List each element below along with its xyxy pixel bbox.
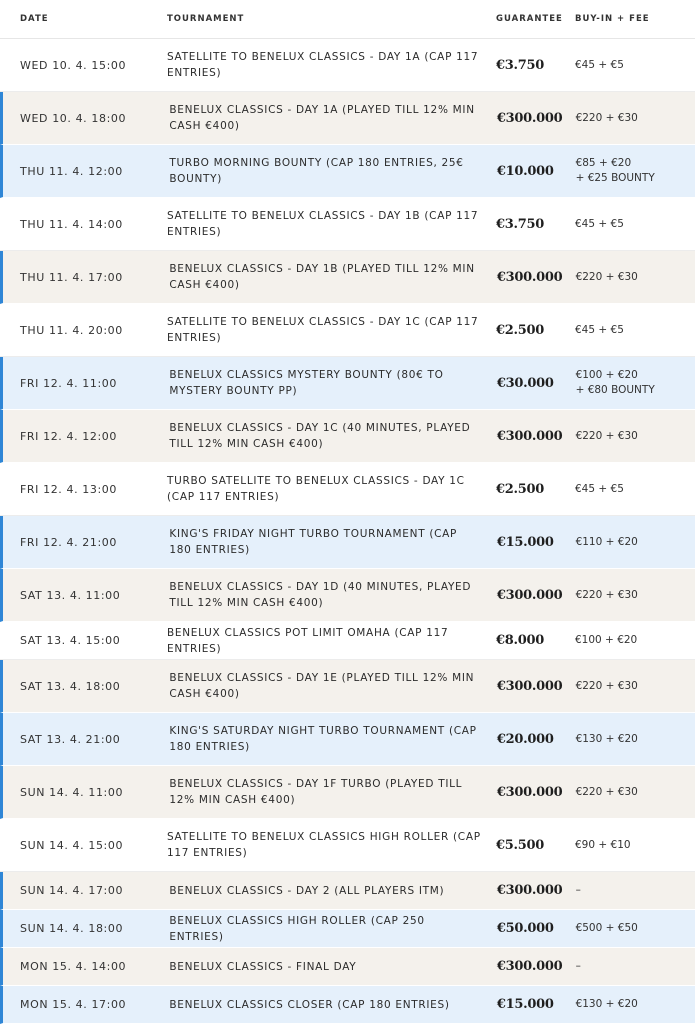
row-buyin <box>570 679 695 694</box>
row-guarantee: €2.500 <box>496 322 544 338</box>
row-buyin-line: €100 + €20 <box>575 369 638 381</box>
row-tournament-name: SATELLITE TO BENELUX CLASSICS HIGH ROLLER (CAP 117 ENTRIES) <box>167 831 481 859</box>
table-row[interactable] <box>0 410 695 463</box>
row-buyin <box>569 482 695 497</box>
row-date: WED 10. 4. 15:00 <box>20 58 127 72</box>
table-row[interactable] <box>0 357 695 410</box>
row-buyin <box>570 535 695 550</box>
row-date: SUN 14. 4. 15:00 <box>20 838 124 852</box>
row-guarantee: €15.000 <box>496 534 554 550</box>
row-guarantee: €300.000 <box>496 587 563 603</box>
table-row[interactable] <box>0 660 695 713</box>
row-buyin-line: €220 + €30 <box>575 270 638 283</box>
table-row[interactable] <box>0 910 695 948</box>
row-date: SAT 13. 4. 18:00 <box>20 679 121 693</box>
row-date: MON 15. 4. 14:00 <box>20 960 127 973</box>
row-guarantee: €300.000 <box>496 883 563 898</box>
row-buyin-line: + €25 BOUNTY <box>575 172 655 184</box>
row-tournament-name: TURBO MORNING BOUNTY (CAP 180 ENTRIES, 25€ BOUNTY) <box>169 157 464 185</box>
row-buyin <box>569 323 695 338</box>
row-buyin-line: €220 + €30 <box>575 429 638 442</box>
row-date: SAT 13. 4. 15:00 <box>20 634 121 647</box>
table-row[interactable] <box>0 92 695 145</box>
table-row[interactable] <box>0 622 695 660</box>
table-row[interactable] <box>0 251 695 304</box>
row-buyin-line: – <box>575 960 581 972</box>
row-buyin <box>570 429 695 444</box>
row-date: WED 10. 4. 18:00 <box>20 111 127 125</box>
row-tournament-name: BENELUX CLASSICS MYSTERY BOUNTY (80€ TO MYSTERY BOUNTY PP) <box>169 369 444 397</box>
row-buyin-line: €220 + €30 <box>575 588 638 601</box>
row-buyin <box>570 921 695 936</box>
row-buyin <box>569 838 695 853</box>
row-buyin-line: €45 + €5 <box>575 482 624 495</box>
table-row[interactable] <box>0 713 695 766</box>
row-date: MON 15. 4. 17:00 <box>20 998 127 1011</box>
table-row[interactable] <box>0 304 695 357</box>
row-date: SAT 13. 4. 21:00 <box>20 732 121 746</box>
row-date: SUN 14. 4. 11:00 <box>20 785 124 799</box>
row-buyin <box>570 959 695 974</box>
row-tournament-name: KING'S FRIDAY NIGHT TURBO TOURNAMENT (CAP 180 ENTRIES) <box>169 528 458 556</box>
row-buyin-line: €90 + €10 <box>575 838 631 851</box>
row-buyin-line: €130 + €20 <box>575 732 638 745</box>
row-guarantee: €300.000 <box>496 110 563 126</box>
row-buyin <box>570 883 695 898</box>
row-buyin-line: €45 + €5 <box>575 217 624 230</box>
row-buyin <box>570 270 695 285</box>
row-buyin-line: €220 + €30 <box>575 785 638 798</box>
row-buyin-line: €500 + €50 <box>575 922 638 934</box>
table-row[interactable] <box>0 986 695 1024</box>
row-buyin <box>569 633 695 648</box>
row-date: FRI 12. 4. 13:00 <box>20 482 117 496</box>
row-tournament-name: BENELUX CLASSICS POT LIMIT OMAHA (CAP 117 ENTRIES) <box>167 626 449 655</box>
table-row[interactable] <box>0 463 695 516</box>
row-buyin-line: + €80 BOUNTY <box>575 384 655 396</box>
row-guarantee: €5.500 <box>496 837 544 853</box>
table-row[interactable] <box>0 39 695 92</box>
row-buyin-line: €220 + €30 <box>575 679 638 692</box>
row-date: FRI 12. 4. 12:00 <box>20 429 117 443</box>
row-guarantee: €8.000 <box>496 633 544 648</box>
row-guarantee: €3.750 <box>496 216 544 232</box>
row-buyin <box>570 111 695 126</box>
row-date: THU 11. 4. 17:00 <box>20 270 123 284</box>
row-guarantee: €300.000 <box>496 428 563 444</box>
row-buyin-line: €85 + €20 <box>575 157 632 169</box>
header-date: DATE <box>20 14 49 24</box>
row-tournament-name: BENELUX CLASSICS - DAY 1D (40 MINUTES, PLAYED TILL 12% MIN CASH €400) <box>169 581 472 609</box>
row-tournament-name: BENELUX CLASSICS CLOSER (CAP 180 ENTRIES) <box>169 998 450 1011</box>
row-guarantee: €300.000 <box>496 784 563 800</box>
row-buyin-line: €130 + €20 <box>575 998 638 1010</box>
row-date: SUN 14. 4. 17:00 <box>20 884 124 897</box>
row-buyin <box>570 156 695 186</box>
row-buyin <box>570 997 695 1012</box>
row-buyin-line: €220 + €30 <box>575 111 638 124</box>
row-date: THU 11. 4. 20:00 <box>20 323 123 337</box>
row-tournament-name: SATELLITE TO BENELUX CLASSICS - DAY 1B (CAP 117 ENTRIES) <box>167 210 479 238</box>
row-guarantee: €50.000 <box>496 921 554 936</box>
row-date: SAT 13. 4. 11:00 <box>20 588 121 602</box>
table-row[interactable] <box>0 872 695 910</box>
row-tournament-name: BENELUX CLASSICS - DAY 1F TURBO (PLAYED TILL 12% MIN CASH €400) <box>169 778 463 806</box>
row-tournament-name: BENELUX CLASSICS - DAY 1E (PLAYED TILL 12% MIN CASH €400) <box>169 672 475 700</box>
table-row[interactable] <box>0 145 695 198</box>
table-row[interactable] <box>0 569 695 622</box>
row-date: FRI 12. 4. 21:00 <box>20 535 117 549</box>
row-buyin <box>570 732 695 747</box>
header-guarantee: GUARANTEE <box>496 14 563 24</box>
row-date: THU 11. 4. 14:00 <box>20 217 123 231</box>
row-tournament-name: BENELUX CLASSICS HIGH ROLLER (CAP 250 ENTRIES) <box>169 914 425 943</box>
header-tournament: TOURNAMENT <box>167 14 245 24</box>
row-buyin <box>570 785 695 800</box>
row-tournament-name: BENELUX CLASSICS - FINAL DAY <box>169 960 357 973</box>
table-row[interactable] <box>0 198 695 251</box>
row-buyin <box>570 368 695 398</box>
table-header <box>0 0 695 39</box>
row-tournament-name: KING'S SATURDAY NIGHT TURBO TOURNAMENT (CAP 180 ENTRIES) <box>169 725 477 753</box>
row-tournament-name: TURBO SATELLITE TO BENELUX CLASSICS - DAY 1C (CAP 117 ENTRIES) <box>167 475 465 503</box>
row-buyin-line: €100 + €20 <box>575 634 638 646</box>
table-row[interactable] <box>0 516 695 569</box>
header-buyin: BUY-IN + FEE <box>575 14 650 24</box>
row-buyin <box>569 58 695 73</box>
table-row[interactable] <box>0 766 695 819</box>
row-tournament-name: BENELUX CLASSICS - DAY 2 (ALL PLAYERS ITM) <box>169 884 445 897</box>
table-body <box>0 39 695 1024</box>
row-buyin-line: – <box>575 884 581 896</box>
row-buyin-line: €110 + €20 <box>575 535 638 548</box>
table-row[interactable] <box>0 819 695 872</box>
row-tournament-name: BENELUX CLASSICS - DAY 1C (40 MINUTES, PLAYED TILL 12% MIN CASH €400) <box>169 422 471 450</box>
row-tournament-name: SATELLITE TO BENELUX CLASSICS - DAY 1A (CAP 117 ENTRIES) <box>167 51 479 79</box>
row-guarantee: €3.750 <box>496 57 544 73</box>
row-guarantee: €30.000 <box>496 375 554 391</box>
row-buyin-line: €45 + €5 <box>575 323 624 336</box>
row-tournament-name: BENELUX CLASSICS - DAY 1B (PLAYED TILL 12% MIN CASH €400) <box>169 263 475 291</box>
row-date: SUN 14. 4. 18:00 <box>20 922 124 935</box>
row-date: FRI 12. 4. 11:00 <box>20 376 117 390</box>
row-guarantee: €15.000 <box>496 997 554 1012</box>
row-buyin-line: €45 + €5 <box>575 58 624 71</box>
row-tournament-name: BENELUX CLASSICS - DAY 1A (PLAYED TILL 12% MIN CASH €400) <box>169 104 475 132</box>
row-guarantee: €300.000 <box>496 678 563 694</box>
row-buyin <box>569 217 695 232</box>
row-guarantee: €2.500 <box>496 481 544 497</box>
row-guarantee: €10.000 <box>496 163 554 179</box>
row-tournament-name: SATELLITE TO BENELUX CLASSICS - DAY 1C (CAP 117 ENTRIES) <box>167 316 479 344</box>
row-date: THU 11. 4. 12:00 <box>20 164 123 178</box>
row-guarantee: €20.000 <box>496 731 554 747</box>
table-row[interactable] <box>0 948 695 986</box>
row-guarantee: €300.000 <box>496 959 563 974</box>
row-buyin <box>570 588 695 603</box>
row-guarantee: €300.000 <box>496 269 563 285</box>
